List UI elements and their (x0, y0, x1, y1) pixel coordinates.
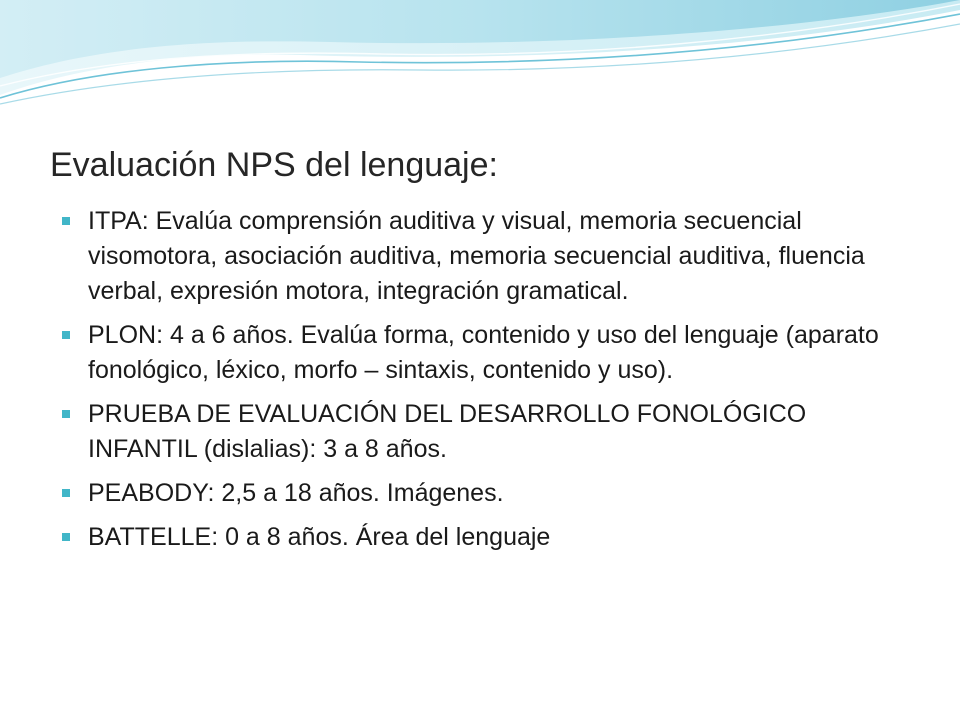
bullet-text: PRUEBA DE EVALUACIÓN DEL DESARROLLO FONOLÓGICO INFANTIL (dislalias): 3 a 8 años. (88, 400, 807, 463)
bullet-item-itpa (60, 204, 880, 309)
bullet-list (60, 204, 880, 564)
decorative-wave-header (0, 0, 960, 120)
square-bullet-icon (62, 533, 70, 541)
square-bullet-icon (62, 489, 70, 497)
bullet-item-plon (60, 318, 880, 388)
bullet-text: PEABODY: 2,5 a 18 años. Imágenes. (88, 479, 504, 507)
bullet-item-battelle (60, 520, 880, 555)
bullet-item-peabody (60, 476, 880, 511)
square-bullet-icon (62, 331, 70, 339)
square-bullet-icon (62, 410, 70, 418)
bullet-text: PLON: 4 a 6 años. Evalúa forma, contenido y uso del lenguaje (aparato fonológico, léxico, morfo – sintaxis, contenido y uso). (88, 321, 879, 384)
bullet-item-prueba (60, 397, 880, 467)
slide-title: Evaluación NPS del lenguaje: (50, 146, 498, 184)
bullet-text: ITPA: Evalúa comprensión auditiva y visual, memoria secuencial visomotora, asociación auditiva, memoria secuencial auditiva, fluencia verbal, expresión motora, integración gramatical. (88, 207, 865, 305)
bullet-text: BATTELLE: 0 a 8 años. Área del lenguaje (88, 523, 551, 551)
square-bullet-icon (62, 217, 70, 225)
